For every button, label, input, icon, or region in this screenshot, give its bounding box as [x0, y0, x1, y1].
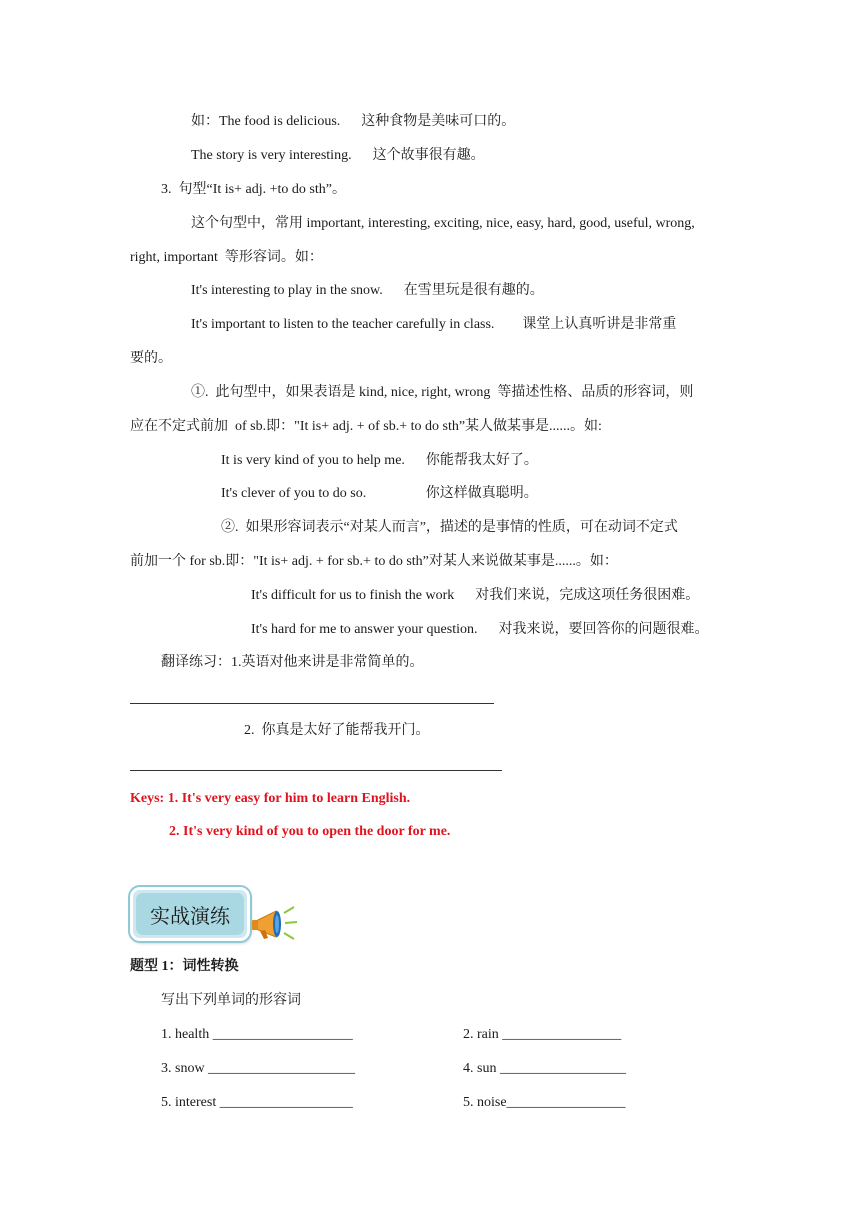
exercise-item[interactable]: 1. health ____________________: [161, 1027, 353, 1042]
example-line: It's hard for me to answer your question. 对我来说，要回答你的问题很难。: [251, 622, 709, 637]
example-line: It is very kind of you to help me. 你能帮我太好了。: [221, 453, 538, 468]
exercise-item[interactable]: 5. noise_________________: [463, 1095, 626, 1110]
translation-exercise-heading: 翻译练习：1.英语对他来讲是非常简单的。: [161, 655, 424, 670]
badge-label: 实战演练: [136, 893, 244, 935]
example-line: It's difficult for us to finish the work 对我们来说，完成这项任务很困难。: [251, 588, 700, 603]
answer-line[interactable]: [130, 703, 494, 704]
paragraph-line: right, important 等形容词。如：: [130, 250, 323, 265]
megaphone-icon: [250, 905, 300, 945]
paragraph-line: ②. 如果形容词表示“对某人而言”，描述的是事情的性质，可在动词不定式: [221, 520, 678, 535]
answer-key: 2. It's very kind of you to open the door for me.: [169, 824, 451, 839]
example-line: The story is very interesting. 这个故事很有趣。: [191, 148, 485, 163]
paragraph-line: 应在不定式前加 of sb.即："It is+ adj. + of sb.+ to do sth”某人做某事是......。如:: [130, 419, 602, 434]
example-line: It's clever of you to do so. 你这样做真聪明。: [221, 486, 538, 501]
example-line: It's interesting to play in the snow. 在雪里玩是很有趣的。: [191, 283, 544, 298]
exercise-item[interactable]: 4. sun __________________: [463, 1061, 626, 1076]
question-type-title: 题型 1：词性转换: [130, 959, 239, 974]
paragraph-line: 前加一个 for sb.即："It is+ adj. + for sb.+ to do sth”对某人来说做某事是......。如：: [130, 554, 618, 569]
exercise-item[interactable]: 3. snow _____________________: [161, 1061, 356, 1076]
exercise-item[interactable]: 5. interest ___________________: [161, 1095, 353, 1110]
paragraph-line: 这个句型中，常用 important, interesting, exciting, nice, easy, hard, good, useful, wrong,: [191, 216, 695, 231]
section-badge: [130, 887, 302, 947]
example-line: It's important to listen to the teacher carefully in class. 课堂上认真听讲是非常重: [191, 317, 677, 332]
paragraph-line: ①. 此句型中，如果表语是 kind, nice, right, wrong 等描述性格、品质的形容词，则: [191, 385, 694, 400]
instruction-text: 写出下列单词的形容词: [161, 993, 301, 1008]
answer-key: Keys: 1. It's very easy for him to learn English.: [130, 791, 411, 806]
translation-exercise-item: 2. 你真是太好了能帮我开门。: [244, 723, 430, 738]
example-line: 如：The food is delicious. 这种食物是美味可口的。: [191, 114, 516, 129]
badge-frame: [130, 887, 250, 941]
example-line: 要的。: [130, 351, 172, 366]
exercise-item[interactable]: 2. rain _________________: [463, 1027, 622, 1042]
section-heading: 3. 句型“It is+ adj. +to do sth”。: [161, 182, 346, 197]
answer-line[interactable]: [130, 770, 502, 771]
